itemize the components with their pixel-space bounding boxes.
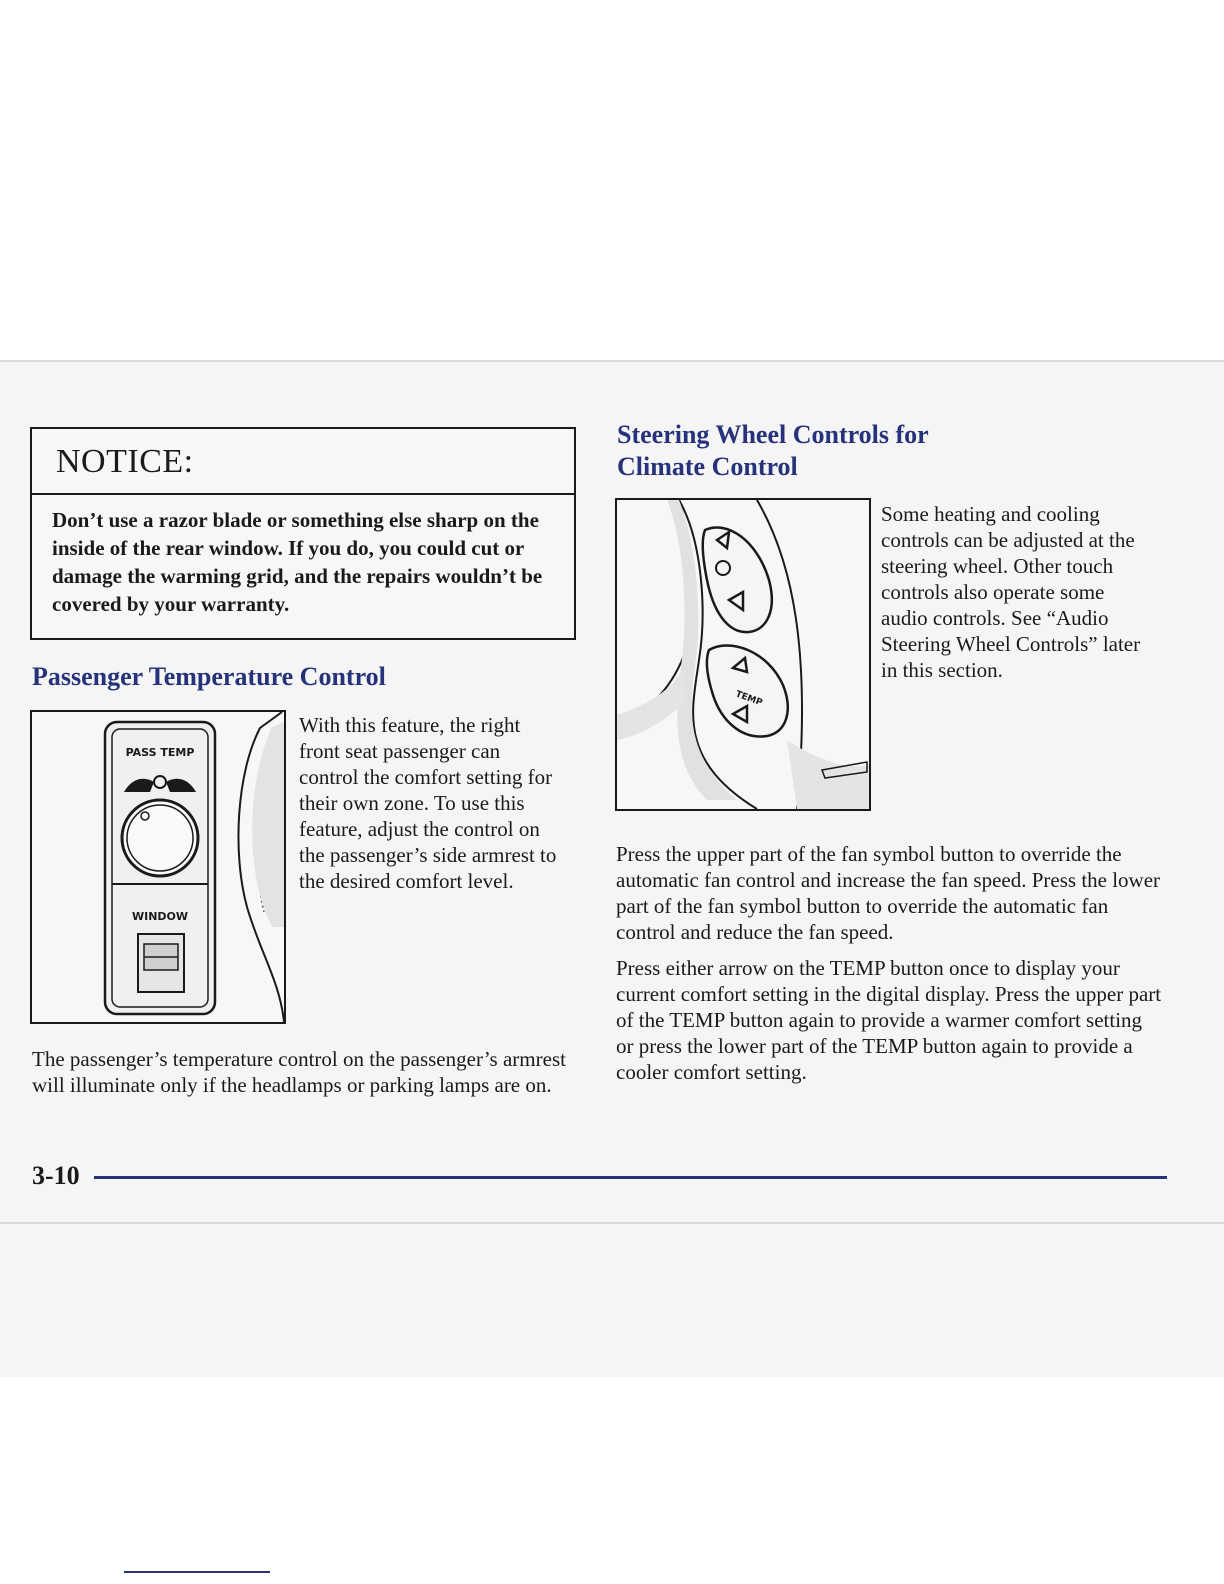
pass-temp-illustration: [32, 712, 284, 1022]
passenger-bottom-text: The passenger’s temperature control on the passenger’s armrest will illuminate only if the headlamps or parking lamps are on.: [32, 1047, 566, 1097]
steering-heading-line1: Steering Wheel Controls for: [617, 420, 929, 449]
passenger-side-text: With this feature, the right front seat passenger can control the comfort setting for their own zone. To use this feature, adjust the control on the passenger’s side armrest to the desired comfort level.: [299, 713, 557, 893]
stray-rule: [124, 1571, 270, 1573]
temp-paragraph: Press either arrow on the TEMP button once to display your current comfort setting in the digital display. Press the upper part of the TEMP button again to provide a warmer comfort setting or press the lower part of the TEMP button again to provide a cooler comfort setting.: [616, 956, 1162, 1084]
notice-title: NOTICE:: [32, 429, 574, 495]
pass-temp-figure: [30, 710, 286, 1024]
fan-paragraph: Press the upper part of the fan symbol button to override the automatic fan control and increase the fan speed. Press the lower part of the fan symbol button to override the automatic fan control and reduce the fan speed.: [616, 842, 1161, 944]
temp-label: TEMP: [733, 689, 764, 709]
band-bottom-line: [0, 1222, 1224, 1224]
steering-side-text: Some heating and cooling controls can be adjusted at the steering wheel. Other touch controls also operate some audio controls. See “Audio Steering Wheel Controls” later in this section.: [881, 502, 1141, 682]
window-label: WINDOW: [131, 910, 189, 923]
notice-body: Don’t use a razor blade or something else sharp on the inside of the rear window. If you do, you could cut or damage the warming grid, and the repairs wouldn’t be covered by your warranty.: [52, 508, 543, 616]
pass-temp-label: PASS TEMP: [125, 746, 195, 759]
steering-wheel-illustration: [617, 500, 869, 809]
passenger-heading: Passenger Temperature Control: [32, 662, 386, 691]
steering-wheel-figure: [615, 498, 871, 811]
steering-heading-line2: Climate Control: [617, 452, 798, 481]
notice-box: [30, 427, 576, 640]
footer-rule: [94, 1176, 1167, 1179]
page-number: 3-10: [32, 1161, 80, 1190]
